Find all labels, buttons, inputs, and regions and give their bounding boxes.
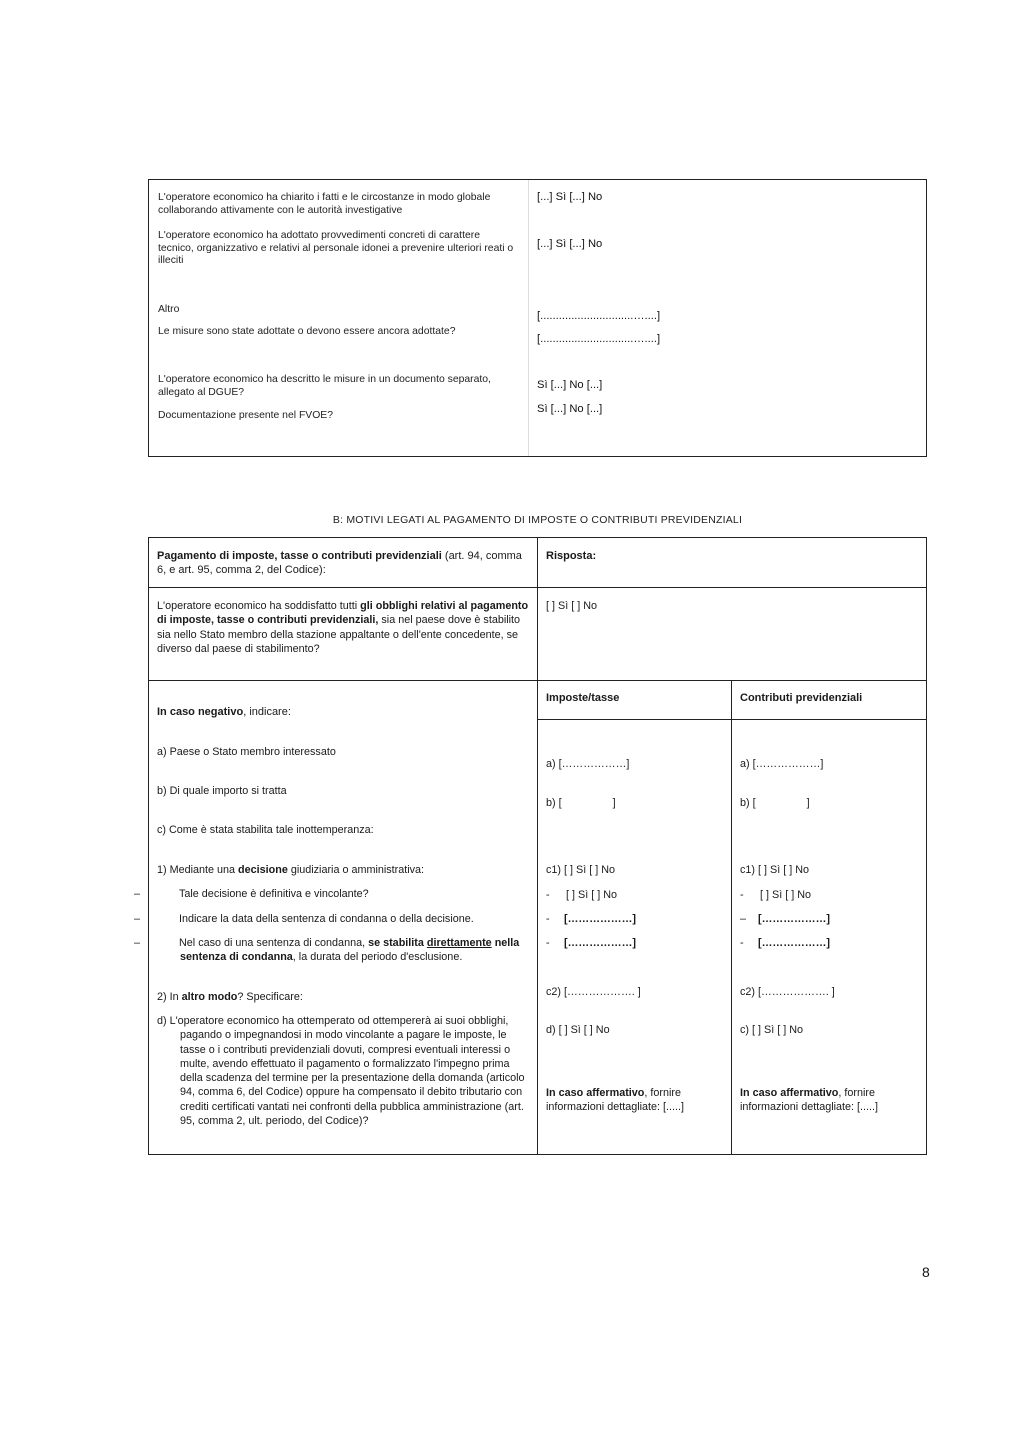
item-c-label: c) Come è stata stabilita tale inottemperanza: bbox=[157, 824, 374, 836]
column-divider bbox=[731, 680, 732, 1155]
item-duration-post: , la durata del periodo d'esclusione. bbox=[292, 951, 463, 964]
question-measures: L'operatore economico ha adottato provvedimenti concreti di carattere tecnico, organizzativo e relativi al personale idonei a prevenire ulteriori reati o illeciti bbox=[158, 230, 514, 266]
contrib-final-value bbox=[740, 888, 811, 902]
negative-intro bbox=[157, 705, 291, 719]
item-date-text: Indicare la data della sentenza di condanna o della decisione. bbox=[179, 913, 474, 925]
obligations-text-2: sia nel paese dove è stabilito sia nello Stato membro della stazione appaltante o dell'ente concedente, se diverso dal paese di stabilimento? bbox=[157, 614, 521, 655]
column-divider bbox=[528, 180, 529, 456]
header-answer-label: Risposta: bbox=[546, 550, 597, 562]
answer-adopted: [..............................…....] bbox=[537, 333, 661, 345]
table-border-right bbox=[926, 537, 927, 1155]
item-duration-label bbox=[134, 936, 540, 965]
dash: - bbox=[546, 889, 550, 901]
contrib-date-value bbox=[740, 912, 830, 926]
dash: - bbox=[740, 937, 744, 949]
taxes-affirmative bbox=[546, 1086, 724, 1115]
negative-intro-rest: , indicare: bbox=[243, 706, 291, 718]
item-a-label: a) Paese o Stato membro interessato bbox=[157, 746, 336, 758]
column-header-contributions-label: Contributi previdenziali bbox=[740, 692, 863, 704]
obligations-answer: [ ] Sì [ ] No bbox=[546, 600, 598, 612]
obligations-question bbox=[157, 599, 529, 656]
contrib-b-value: b) [ ] bbox=[740, 797, 810, 809]
item-c2-pre: 2) In bbox=[157, 991, 182, 1003]
item-c1-bold: decisione bbox=[238, 864, 288, 876]
answer-measures: [...] Sì [...] No bbox=[537, 238, 603, 250]
item-c2-post: ? Specificare: bbox=[237, 991, 303, 1003]
question-separate-document: L'operatore economico ha descritto le misure in un documento separato, allegato al DGUE? bbox=[158, 374, 491, 398]
item-c2-bold: altro modo bbox=[181, 991, 238, 1003]
contrib-duration-text: [………………] bbox=[758, 937, 830, 949]
answer-other: [..............................…....] bbox=[537, 310, 661, 322]
answer-separate-document: Sì [...] No [...] bbox=[537, 379, 603, 391]
dash: - bbox=[546, 937, 550, 949]
dash: - bbox=[546, 913, 550, 925]
item-c1-pre: 1) Mediante una bbox=[157, 864, 239, 876]
header-question-bold: Pagamento di imposte, tasse o contributi previdenziali bbox=[157, 550, 442, 562]
answer-fvoe: Sì [...] No [...] bbox=[537, 403, 603, 415]
contrib-d-value: c) [ ] Sì [ ] No bbox=[740, 1024, 803, 1036]
column-header-contributions bbox=[740, 691, 862, 705]
question-fvoe: Documentazione presente nel FVOE? bbox=[158, 410, 334, 421]
dash: – bbox=[134, 913, 141, 925]
question-cooperation: L'operatore economico ha chiarito i fatti e le circostanze in modo globale collaborando attivamente con le autorità investigative bbox=[158, 192, 491, 216]
dash: – bbox=[134, 937, 141, 949]
header-question-rest: (art. 94, comma 6, e art. 95, comma 2, del Codice): bbox=[157, 550, 522, 577]
item-duration-pre: Nel caso di una sentenza di condanna, bbox=[179, 937, 369, 949]
taxes-final-value bbox=[546, 888, 617, 902]
item-c1-post: giudiziaria o amministrativa: bbox=[287, 864, 425, 876]
contrib-affirmative bbox=[740, 1086, 920, 1115]
taxes-d-value: d) [ ] Sì [ ] No bbox=[546, 1024, 610, 1036]
header-question bbox=[157, 549, 529, 578]
contrib-c2-value: c2) [………………. ] bbox=[740, 986, 835, 998]
contrib-c1-value: c1) [ ] Sì [ ] No bbox=[740, 864, 809, 876]
column-header-taxes bbox=[546, 691, 619, 705]
taxes-b-value: b) [ ] bbox=[546, 797, 616, 809]
obligations-text-1: L'operatore economico ha soddisfatto tutti bbox=[157, 600, 361, 612]
taxes-final-text: [ ] Sì [ ] No bbox=[566, 889, 618, 901]
obligations-text-bold: gli obblighi relativi al pagamento di imposte, tasse o contributi previdenziali, bbox=[157, 600, 529, 627]
dash: – bbox=[740, 913, 747, 925]
taxes-c2-value: c2) [………………. ] bbox=[546, 986, 641, 998]
dash: - bbox=[740, 889, 744, 901]
taxes-date-text: [………………] bbox=[564, 913, 636, 925]
item-final-text: Tale decisione è definitiva e vincolante? bbox=[179, 888, 369, 900]
tax-payment-table bbox=[134, 537, 927, 1155]
item-duration-bold: se stabilita bbox=[368, 937, 424, 949]
negative-intro-bold: In caso negativo bbox=[157, 706, 244, 718]
item-c1-label bbox=[157, 863, 424, 877]
taxes-c1-value: c1) [ ] Sì [ ] No bbox=[546, 864, 615, 876]
taxes-duration-text: [………………] bbox=[564, 937, 636, 949]
taxes-affirmative-rest: , fornire informazioni dettagliate: [.....] bbox=[546, 1087, 685, 1114]
contrib-duration-value bbox=[740, 936, 830, 950]
contrib-date-text: [………………] bbox=[758, 913, 830, 925]
column-header-taxes-label: Imposte/tasse bbox=[546, 692, 620, 704]
item-date-label bbox=[134, 912, 552, 926]
row-divider bbox=[537, 719, 927, 720]
table-border-left bbox=[148, 537, 149, 1155]
item-duration-bold-2: nella sentenza di condanna bbox=[180, 937, 520, 964]
contrib-final-text: [ ] Sì [ ] No bbox=[760, 889, 812, 901]
taxes-a-value: a) [………………] bbox=[546, 758, 630, 770]
header-answer bbox=[546, 549, 596, 563]
taxes-date-value bbox=[546, 912, 636, 926]
item-final-label bbox=[134, 887, 552, 901]
contrib-affirmative-rest: , fornire informazioni dettagliate: [.....] bbox=[740, 1087, 879, 1114]
question-adopted: Le misure sono state adottate o devono essere ancora adottate? bbox=[158, 326, 456, 337]
item-c2-label bbox=[157, 990, 303, 1004]
dash: – bbox=[134, 888, 141, 900]
self-cleaning-table bbox=[148, 179, 927, 457]
section-b-title: B: MOTIVI LEGATI AL PAGAMENTO DI IMPOSTE O CONTRIBUTI PREVIDENZIALI bbox=[332, 514, 743, 526]
item-b-label: b) Di quale importo si tratta bbox=[157, 785, 287, 797]
item-d-label: d) L'operatore economico ha ottemperato od ottempererà ai suoi obblighi, pagando o impegnandosi in modo vincolante a pagare le imposte, le tasse o i contributi previdenziali dovuti, compresi eventuali interessi o multe, avendo effettuato il pagamento o formalizzato l'impegno prima della scadenza del termine per la presentazione della domanda (articolo 94, comma 6, del Codice) oppure ha compensato il debito tributario con crediti certificati vantati nei confronti della pubblica amministrazione (art. 95, comma 2, ult. periodo, del Codice)? bbox=[157, 1015, 525, 1128]
contrib-a-value: a) [………………] bbox=[740, 758, 824, 770]
answer-cooperation: [...] Sì [...] No bbox=[537, 191, 603, 203]
question-other: Altro bbox=[158, 304, 180, 315]
taxes-duration-value bbox=[546, 936, 636, 950]
column-divider bbox=[537, 537, 538, 1155]
taxes-affirmative-bold: In caso affermativo bbox=[546, 1087, 645, 1099]
contrib-affirmative-bold: In caso affermativo bbox=[740, 1087, 839, 1099]
item-duration-underlined: direttamente bbox=[426, 937, 492, 949]
page-number: 8 bbox=[922, 1264, 930, 1280]
